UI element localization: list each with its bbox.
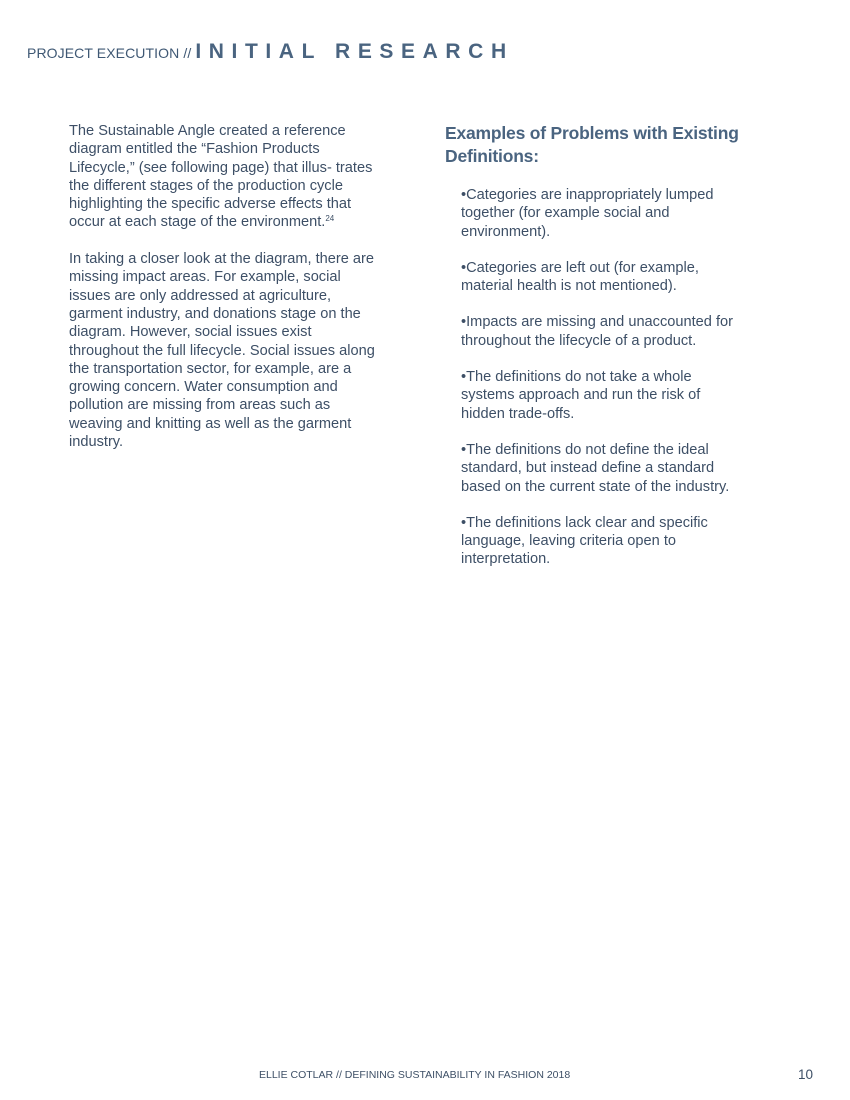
list-item: •The definitions do not take a whole systems approach and run the risk of hidden trade-offs.	[461, 369, 701, 422]
page-header	[27, 40, 514, 64]
page-title: INITIAL RESEARCH	[195, 40, 514, 63]
problem-list	[445, 186, 745, 569]
footnote-marker: 24	[325, 214, 335, 224]
body-paragraph: In taking a closer look at the diagram, there are missing impact areas. For example, social issues are only addressed at agriculture, garment industry, and donations stage on the diagram. However, social issues exist throughout the full lifecycle. Social issues along the transportation sector, for example, are a growing concern. Water consumption and pollution are missing from areas such as weaving and knitting as well as the garment industry.	[69, 251, 375, 451]
left-column	[69, 122, 379, 470]
section-heading: Examples of Problems with Existing Definitions:	[445, 123, 739, 166]
paragraph-text: The Sustainable Angle created a reference diagram entitled the “Fashion Products Lifecycle,” (see following page) that illus- trates the different stages of the production cycle highlighting the specific adverse effects that occur at each stage of the environment.	[69, 123, 373, 231]
footer-credit: ELLIE COTLAR // DEFINING SUSTAINABILITY IN FASHION 2018	[259, 1069, 571, 1081]
list-item: •Categories are inappropriately lumped together (for example social and environment).	[461, 187, 714, 240]
list-item: •Categories are left out (for example, material health is not mentioned).	[461, 259, 699, 295]
page-number: 10	[798, 1067, 814, 1082]
right-column	[445, 122, 745, 587]
list-item: •The definitions do not define the ideal standard, but instead define a standard based on the current state of the industry.	[461, 441, 730, 495]
section-label: PROJECT EXECUTION //	[27, 45, 196, 61]
list-item: •The definitions lack clear and specific language, leaving criteria open to interpretation.	[461, 514, 708, 568]
body-paragraph	[69, 122, 379, 232]
list-item: •Impacts are missing and unaccounted for throughout the lifecycle of a product.	[461, 314, 733, 349]
